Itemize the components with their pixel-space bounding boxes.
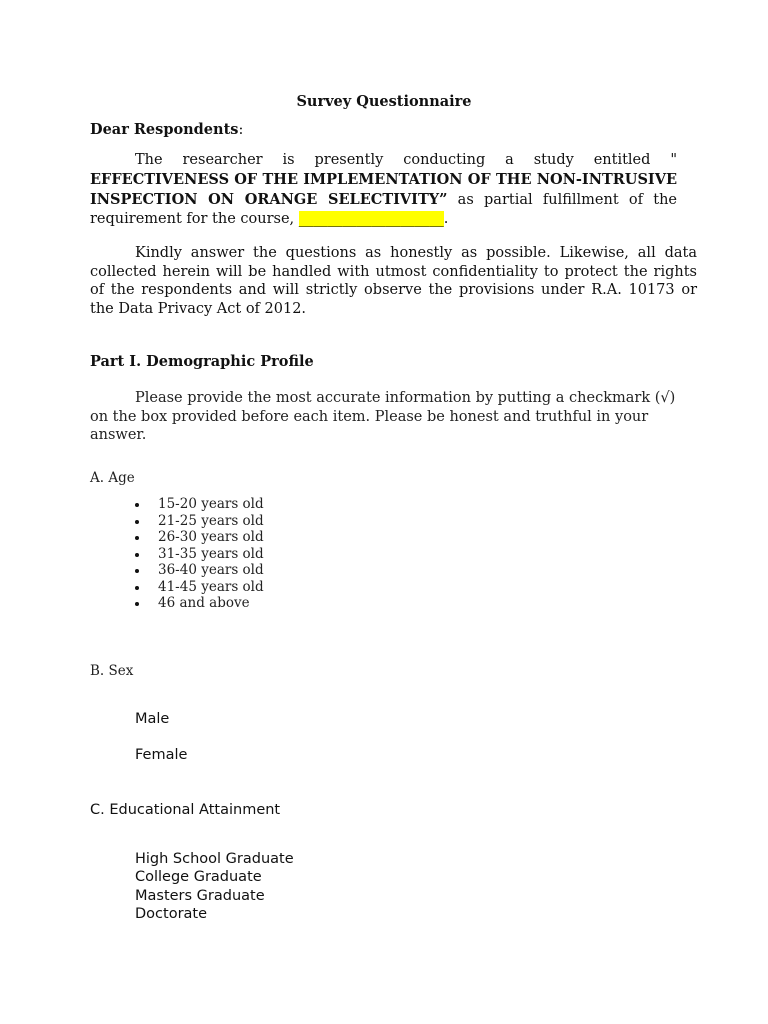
age-option: 36-40 years old [135,562,264,579]
course-blank: ____________________ [298,211,444,227]
education-option: Doctorate [135,905,208,922]
age-option: 31-35 years old [135,546,264,563]
sex-label: B. Sex [90,663,134,679]
age-option: 15-20 years old [135,496,264,513]
privacy-text: Kindly answer the questions as honestly as possible. Likewise, all data collected herein will be handled with utmost confidentiality to protect the rights of the respondents and will strictly observe the provisions under R.A. 10173 or the Data Privacy Act of 2012. [90,245,697,317]
part1-instruction [90,389,680,445]
age-option: 26-30 years old [135,529,264,546]
age-options-list [135,496,264,612]
intro-lead: The researcher is presently conducting a study entitled " [135,152,677,168]
age-option: 41-45 years old [135,579,264,596]
education-options-list [135,850,294,923]
salutation-colon: : [238,122,244,138]
sex-option-female: Female [135,747,188,763]
education-option: Masters Graduate [135,887,265,904]
education-option: High School Graduate [135,851,294,867]
intro-after-title: as partial fulfillment of the requirement for the course, [90,192,677,227]
age-label: A. Age [90,470,135,486]
age-option: 46 and above [135,595,264,612]
intro-paragraph [90,150,677,229]
intro-end: . [443,211,449,227]
study-title: EFFECTIVENESS OF THE IMPLEMENTATION OF THE NON-INTRUSIVE INSPECTION ON ORANGE SELECTIVITY” [90,171,677,208]
privacy-paragraph [90,244,697,318]
salutation [90,121,243,138]
part1-heading: Part I. Demographic Profile [90,353,314,370]
age-option: 21-25 years old [135,513,264,530]
salutation-text: Dear Respondents [90,121,239,138]
education-label: C. Educational Attainment [90,802,281,818]
education-option: College Graduate [135,869,262,886]
instruction-text: Please provide the most accurate information by putting a checkmark (√) on the box provided before each item. Please be honest and truthful in your answer. [90,390,676,443]
sex-option-male: Male [135,711,170,727]
document-title: Survey Questionnaire [296,93,472,110]
